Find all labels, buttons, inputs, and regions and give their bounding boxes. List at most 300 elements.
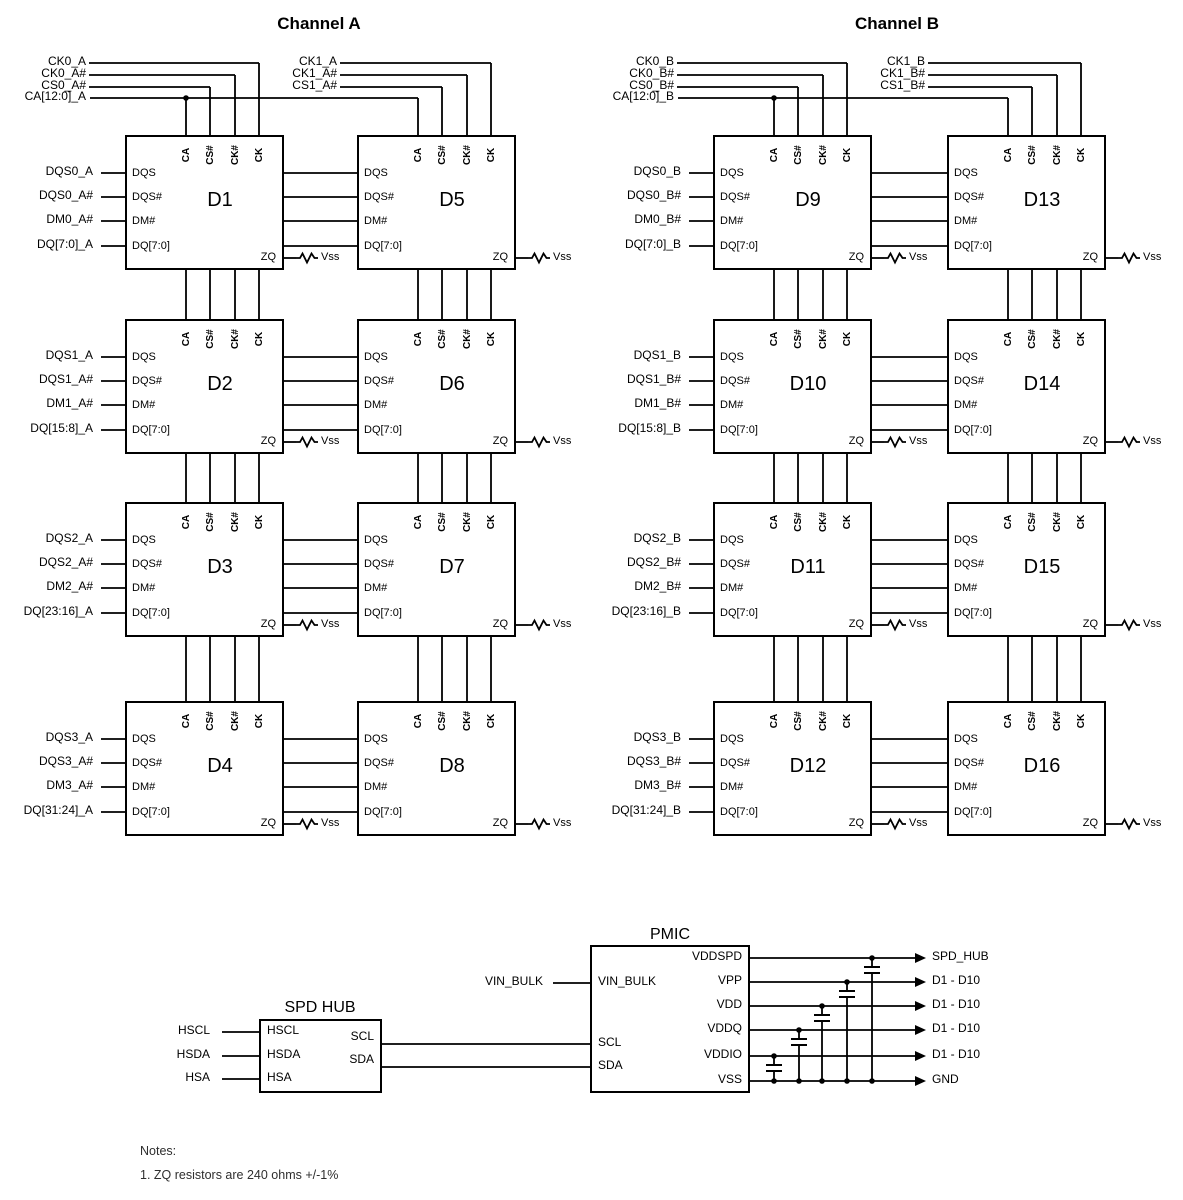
net-label-DQS2_A#: DQS2_A#	[38, 555, 93, 569]
pin-label-zq: ZQ	[492, 251, 508, 263]
net-label-DQ[7:0]_A: DQ[7:0]_A	[36, 237, 93, 251]
junction-dot	[796, 1078, 802, 1084]
pin-label-DQ[7:0]: DQ[7:0]	[954, 240, 992, 252]
arrowhead-icon	[915, 1076, 926, 1086]
pin-label-CK#: CK#	[462, 512, 473, 533]
pin-label-CS#: CS#	[1027, 329, 1038, 349]
dram-chip-D10	[713, 319, 872, 454]
junction-dot	[771, 1078, 777, 1084]
pin-label-CA: CA	[1003, 713, 1014, 729]
vss-label: Vss	[1143, 618, 1162, 630]
spd-pin-HSA: HSA	[267, 1070, 292, 1084]
pin-label-DQS: DQS	[132, 351, 156, 363]
net-label-DQ[31:24]_A: DQ[31:24]_A	[23, 803, 93, 817]
pmic-pin-VDDIO: VDDIO	[703, 1047, 742, 1061]
pin-label-DQS: DQS	[954, 733, 978, 745]
pin-label-CS#: CS#	[1027, 512, 1038, 532]
pin-label-zq: ZQ	[848, 435, 864, 447]
pin-label-CS#: CS#	[437, 711, 448, 731]
output-label-D1 - D10: D1 - D10	[932, 973, 981, 987]
output-label-D1 - D10: D1 - D10	[932, 1047, 981, 1061]
pin-label-DQS: DQS	[954, 534, 978, 546]
pin-label-DQS: DQS	[132, 534, 156, 546]
net-label-CK1_B#: CK1_B#	[880, 66, 925, 80]
resistor-symbol	[884, 254, 906, 263]
pin-label-CS#: CS#	[793, 329, 804, 349]
resistor-symbol	[1118, 438, 1140, 447]
ca-junction-dot	[771, 95, 777, 101]
junction-dot	[844, 979, 850, 985]
pin-label-DQS#: DQS#	[954, 757, 984, 769]
pin-label-zq: ZQ	[1082, 435, 1098, 447]
pin-label-CA: CA	[413, 514, 424, 530]
pin-label-zq: ZQ	[848, 817, 864, 829]
chip-name-D14: D14	[1023, 373, 1061, 395]
dram-chip-D4	[125, 701, 284, 836]
pin-label-CK#: CK#	[230, 145, 241, 166]
junction-dot	[771, 1053, 777, 1059]
pin-label-zq: ZQ	[492, 435, 508, 447]
spd-pin-HSDA: HSDA	[267, 1047, 301, 1061]
pin-label-DQS: DQS	[720, 733, 744, 745]
pin-label-DM#: DM#	[720, 399, 744, 411]
net-label-CK0_B#: CK0_B#	[629, 66, 674, 80]
pin-label-CS#: CS#	[205, 512, 216, 532]
pin-label-DQS: DQS	[364, 167, 388, 179]
vss-label: Vss	[1143, 435, 1162, 447]
output-label-GND: GND	[932, 1072, 959, 1086]
dram-chip-D13	[947, 135, 1106, 270]
pin-label-CA: CA	[769, 147, 780, 163]
resistor-symbol	[1118, 820, 1140, 829]
resistor-symbol	[1118, 254, 1140, 263]
vss-label: Vss	[321, 435, 340, 447]
junction-dot	[819, 1003, 825, 1009]
pin-label-CS#: CS#	[793, 145, 804, 165]
chip-name-D11: D11	[790, 556, 826, 578]
pin-label-CS#: CS#	[205, 711, 216, 731]
dram-chip-D7	[357, 502, 516, 637]
junction-dot	[819, 1078, 825, 1084]
resistor-symbol	[296, 438, 318, 447]
pin-label-CK: CK	[1076, 514, 1087, 530]
pin-label-CS#: CS#	[793, 512, 804, 532]
net-label-DM0_A#: DM0_A#	[46, 212, 93, 226]
net-label-CK1_A: CK1_A	[298, 54, 337, 68]
pin-label-CK: CK	[486, 147, 497, 163]
pin-label-DQS#: DQS#	[132, 558, 162, 570]
net-label-DQS1_A: DQS1_A	[45, 348, 93, 362]
pin-label-DQ[7:0]: DQ[7:0]	[364, 806, 402, 818]
pin-label-CK: CK	[486, 514, 497, 530]
pin-label-CK#: CK#	[818, 145, 829, 166]
pin-label-CK#: CK#	[230, 512, 241, 533]
resistor-symbol	[884, 438, 906, 447]
pin-label-DQS: DQS	[720, 167, 744, 179]
chip-name-D2: D2	[207, 373, 233, 395]
pin-label-CA: CA	[1003, 514, 1014, 530]
pin-label-DQ[7:0]: DQ[7:0]	[720, 607, 758, 619]
pin-label-CK#: CK#	[462, 711, 473, 732]
pin-label-zq: ZQ	[1082, 817, 1098, 829]
pin-label-DM#: DM#	[132, 582, 156, 594]
pin-label-CK: CK	[842, 713, 853, 729]
pin-label-zq: ZQ	[260, 435, 276, 447]
pin-label-CK#: CK#	[1052, 329, 1063, 350]
chip-name-D16: D16	[1023, 755, 1061, 777]
pin-label-zq: ZQ	[492, 817, 508, 829]
net-label-DQS1_A#: DQS1_A#	[38, 372, 93, 386]
net-label-CK0_A#: CK0_A#	[41, 66, 86, 80]
net-label-CS1_A#: CS1_A#	[292, 78, 337, 92]
vss-label: Vss	[909, 817, 928, 829]
net-label-DQS1_B: DQS1_B	[633, 348, 681, 362]
pin-label-DQ[7:0]: DQ[7:0]	[954, 424, 992, 436]
pin-label-CK#: CK#	[818, 329, 829, 350]
resistor-symbol	[528, 820, 550, 829]
vss-label: Vss	[909, 435, 928, 447]
dram-chip-D14	[947, 319, 1106, 454]
pin-label-DQS#: DQS#	[364, 191, 394, 203]
net-label-DQS0_A#: DQS0_A#	[38, 188, 93, 202]
pmic-pin-VDDQ: VDDQ	[707, 1021, 742, 1035]
pin-label-CK: CK	[254, 331, 265, 347]
junction-dot	[796, 1027, 802, 1033]
spd-pin-SCL: SCL	[350, 1029, 374, 1043]
pmic-pin-VDD: VDD	[716, 997, 742, 1011]
net-label-DQS3_A#: DQS3_A#	[38, 754, 93, 768]
net-label-CK0_B: CK0_B	[635, 54, 674, 68]
pin-label-zq: ZQ	[1082, 251, 1098, 263]
junction-dot	[869, 1078, 875, 1084]
vss-label: Vss	[553, 618, 572, 630]
dram-chip-D3	[125, 502, 284, 637]
net-label-DQS3_A: DQS3_A	[45, 730, 93, 744]
pin-label-DM#: DM#	[720, 215, 744, 227]
pin-label-DM#: DM#	[720, 582, 744, 594]
output-label-SPD_HUB: SPD_HUB	[932, 949, 989, 963]
pin-label-CA: CA	[181, 713, 192, 729]
spd-pin-HSCL: HSCL	[267, 1023, 300, 1037]
pin-label-CK: CK	[486, 331, 497, 347]
pin-label-zq: ZQ	[848, 618, 864, 630]
pin-label-DQS#: DQS#	[720, 558, 750, 570]
net-label-DQS3_B: DQS3_B	[633, 730, 681, 744]
pin-label-CK: CK	[254, 514, 265, 530]
dram-chip-D11	[713, 502, 872, 637]
resistor-symbol	[1118, 621, 1140, 630]
dram-chip-D15	[947, 502, 1106, 637]
net-label-CK1_A#: CK1_A#	[292, 66, 337, 80]
chip-name-D9: D9	[795, 189, 821, 211]
pin-label-DQS: DQS	[954, 351, 978, 363]
dram-chip-D2	[125, 319, 284, 454]
net-label-DM3_B#: DM3_B#	[634, 778, 681, 792]
net-label-DQ[23:16]_B: DQ[23:16]_B	[611, 604, 681, 618]
pmic-title: PMIC	[650, 926, 690, 943]
output-label-D1 - D10: D1 - D10	[932, 997, 981, 1011]
chip-name-D6: D6	[439, 373, 465, 395]
dram-chip-D16	[947, 701, 1106, 836]
spd-pin-SDA: SDA	[349, 1052, 374, 1066]
net-label-HSDA: HSDA	[176, 1047, 210, 1061]
pin-label-CA: CA	[769, 514, 780, 530]
net-label-DQS0_B#: DQS0_B#	[626, 188, 681, 202]
pin-label-DQS#: DQS#	[720, 375, 750, 387]
pin-label-CS#: CS#	[1027, 711, 1038, 731]
pin-label-DQ[7:0]: DQ[7:0]	[954, 607, 992, 619]
vss-label: Vss	[321, 817, 340, 829]
net-label-DM3_A#: DM3_A#	[46, 778, 93, 792]
net-label-CS0_B#: CS0_B#	[629, 78, 674, 92]
arrowhead-icon	[915, 977, 926, 987]
pin-label-CA: CA	[181, 514, 192, 530]
chip-name-D10: D10	[789, 373, 827, 395]
pin-label-DM#: DM#	[364, 582, 388, 594]
pin-label-DQS#: DQS#	[364, 558, 394, 570]
pin-label-CK#: CK#	[818, 512, 829, 533]
channel-a-title: Channel A	[277, 14, 361, 33]
pmic-pin-VDDSPD: VDDSPD	[691, 949, 742, 963]
pin-label-CK: CK	[1076, 147, 1087, 163]
vss-label: Vss	[321, 618, 340, 630]
pin-label-CA: CA	[413, 147, 424, 163]
net-label-DM1_A#: DM1_A#	[46, 396, 93, 410]
dram-chip-D9	[713, 135, 872, 270]
pin-label-DQS#: DQS#	[954, 375, 984, 387]
pin-label-DM#: DM#	[364, 399, 388, 411]
resistor-symbol	[528, 254, 550, 263]
arrowhead-icon	[915, 1025, 926, 1035]
vss-label: Vss	[1143, 817, 1162, 829]
pin-label-CS#: CS#	[793, 711, 804, 731]
pin-label-DQ[7:0]: DQ[7:0]	[720, 424, 758, 436]
pin-label-DQ[7:0]: DQ[7:0]	[364, 240, 402, 252]
pin-label-DQS#: DQS#	[954, 558, 984, 570]
net-label-DQS3_B#: DQS3_B#	[626, 754, 681, 768]
pin-label-DQS: DQS	[364, 733, 388, 745]
note-item: 1. ZQ resistors are 240 ohms +/-1%	[140, 1168, 339, 1182]
pin-label-CK: CK	[842, 331, 853, 347]
pin-label-DQS: DQS	[954, 167, 978, 179]
pin-label-CK#: CK#	[1052, 711, 1063, 732]
pin-label-DQ[7:0]: DQ[7:0]	[720, 240, 758, 252]
arrowhead-icon	[915, 953, 926, 963]
chip-name-D13: D13	[1023, 189, 1061, 211]
pin-label-CA: CA	[181, 147, 192, 163]
pin-label-DQ[7:0]: DQ[7:0]	[132, 607, 170, 619]
spd-hub-title: SPD HUB	[284, 999, 356, 1016]
net-label-DQ[31:24]_B: DQ[31:24]_B	[611, 803, 681, 817]
pin-label-CA: CA	[413, 713, 424, 729]
chip-name-D8: D8	[439, 755, 465, 777]
pin-label-CK#: CK#	[462, 145, 473, 166]
pin-label-CK: CK	[842, 514, 853, 530]
net-label-DQS1_B#: DQS1_B#	[626, 372, 681, 386]
pin-label-zq: ZQ	[848, 251, 864, 263]
chip-name-D1: D1	[207, 189, 233, 211]
pin-label-CK#: CK#	[230, 329, 241, 350]
pin-label-zq: ZQ	[260, 817, 276, 829]
resistor-symbol	[884, 621, 906, 630]
net-label-DQ[15:8]_B: DQ[15:8]_B	[618, 421, 681, 435]
dram-chip-D1	[125, 135, 284, 270]
pin-label-DQ[7:0]: DQ[7:0]	[364, 607, 402, 619]
pin-label-CK: CK	[254, 713, 265, 729]
pin-label-CS#: CS#	[437, 512, 448, 532]
pin-label-DQ[7:0]: DQ[7:0]	[364, 424, 402, 436]
pin-label-CK#: CK#	[818, 711, 829, 732]
net-label-DM2_A#: DM2_A#	[46, 579, 93, 593]
resistor-symbol	[884, 820, 906, 829]
pin-label-CS#: CS#	[205, 145, 216, 165]
pin-label-DQS#: DQS#	[364, 757, 394, 769]
chip-name-D12: D12	[789, 755, 827, 777]
vss-label: Vss	[321, 251, 340, 263]
pin-label-CS#: CS#	[205, 329, 216, 349]
pin-label-DQS: DQS	[364, 351, 388, 363]
vss-label: Vss	[1143, 251, 1162, 263]
pin-label-DM#: DM#	[720, 781, 744, 793]
pin-label-DQS: DQS	[132, 733, 156, 745]
pin-label-CK#: CK#	[462, 329, 473, 350]
pmic-pin-SCL: SCL	[598, 1035, 622, 1049]
pmic-pin-VIN_BULK: VIN_BULK	[598, 974, 657, 988]
pin-label-CS#: CS#	[1027, 145, 1038, 165]
pin-label-DM#: DM#	[132, 215, 156, 227]
pin-label-CA: CA	[769, 331, 780, 347]
pin-label-CS#: CS#	[437, 145, 448, 165]
pin-label-DM#: DM#	[132, 781, 156, 793]
net-label-DM2_B#: DM2_B#	[634, 579, 681, 593]
net-label-DQS2_B#: DQS2_B#	[626, 555, 681, 569]
pin-label-CA: CA	[1003, 331, 1014, 347]
pin-label-DQ[7:0]: DQ[7:0]	[132, 806, 170, 818]
resistor-symbol	[528, 621, 550, 630]
vss-label: Vss	[909, 251, 928, 263]
vss-label: Vss	[909, 618, 928, 630]
pin-label-DM#: DM#	[132, 399, 156, 411]
net-label-CS1_B#: CS1_B#	[880, 78, 925, 92]
pin-label-DQ[7:0]: DQ[7:0]	[954, 806, 992, 818]
net-label-DQS0_A: DQS0_A	[45, 164, 93, 178]
dram-chip-D5	[357, 135, 516, 270]
pmic-pin-SDA: SDA	[598, 1058, 623, 1072]
pin-label-DQ[7:0]: DQ[7:0]	[132, 240, 170, 252]
net-label-HSCL: HSCL	[177, 1023, 210, 1037]
pin-label-DQS: DQS	[720, 351, 744, 363]
pin-label-DQS#: DQS#	[132, 191, 162, 203]
pin-label-DM#: DM#	[954, 582, 978, 594]
pin-label-CA: CA	[769, 713, 780, 729]
channel-b-title: Channel B	[854, 14, 940, 33]
pin-label-DM#: DM#	[364, 215, 388, 227]
resistor-symbol	[528, 438, 550, 447]
pin-label-CA: CA	[181, 331, 192, 347]
pin-label-zq: ZQ	[260, 251, 276, 263]
dram-chip-D8	[357, 701, 516, 836]
output-label-D1 - D10: D1 - D10	[932, 1021, 981, 1035]
pin-label-DQ[7:0]: DQ[7:0]	[132, 424, 170, 436]
chip-name-D3: D3	[207, 556, 233, 578]
notes-heading: Notes:	[140, 1144, 177, 1158]
net-label-VIN_BULK: VIN_BULK	[484, 974, 543, 988]
pin-label-DQS: DQS	[364, 534, 388, 546]
pmic-pin-VPP: VPP	[717, 973, 742, 987]
net-label-HSA: HSA	[185, 1070, 210, 1084]
pin-label-zq: ZQ	[1082, 618, 1098, 630]
pin-label-DM#: DM#	[364, 781, 388, 793]
pin-label-CK: CK	[254, 147, 265, 163]
pin-label-DQS: DQS	[132, 167, 156, 179]
arrowhead-icon	[915, 1001, 926, 1011]
chip-name-D5: D5	[439, 189, 465, 211]
pin-label-DQS#: DQS#	[720, 757, 750, 769]
pin-label-DQS#: DQS#	[132, 375, 162, 387]
vss-label: Vss	[553, 435, 572, 447]
ca-junction-dot	[183, 95, 189, 101]
resistor-symbol	[296, 621, 318, 630]
pmic-pin-VSS: VSS	[717, 1072, 742, 1086]
pin-label-CK#: CK#	[1052, 512, 1063, 533]
pin-label-DQS#: DQS#	[132, 757, 162, 769]
pin-label-CK: CK	[1076, 331, 1087, 347]
vss-label: Vss	[553, 251, 572, 263]
net-label-DQ[23:16]_A: DQ[23:16]_A	[23, 604, 93, 618]
pin-label-zq: ZQ	[492, 618, 508, 630]
pin-label-CS#: CS#	[437, 329, 448, 349]
pin-label-DM#: DM#	[954, 399, 978, 411]
pin-label-DM#: DM#	[954, 781, 978, 793]
net-label-DQ[15:8]_A: DQ[15:8]_A	[30, 421, 93, 435]
net-label-CK0_A: CK0_A	[47, 54, 86, 68]
net-label-DQS2_A: DQS2_A	[45, 531, 93, 545]
resistor-symbol	[296, 820, 318, 829]
net-label-DM0_B#: DM0_B#	[634, 212, 681, 226]
chip-name-D7: D7	[439, 556, 465, 578]
dram-chip-D12	[713, 701, 872, 836]
pin-label-CK#: CK#	[1052, 145, 1063, 166]
net-label-CA[12:0]_A: CA[12:0]_A	[24, 89, 86, 103]
pin-label-DQS#: DQS#	[364, 375, 394, 387]
pin-label-CK: CK	[1076, 713, 1087, 729]
arrowhead-icon	[915, 1051, 926, 1061]
net-label-DM1_B#: DM1_B#	[634, 396, 681, 410]
pin-label-DQS#: DQS#	[720, 191, 750, 203]
net-label-CS0_A#: CS0_A#	[41, 78, 86, 92]
pin-label-DQS#: DQS#	[954, 191, 984, 203]
pin-label-CK#: CK#	[230, 711, 241, 732]
junction-dot	[844, 1078, 850, 1084]
chip-name-D4: D4	[207, 755, 233, 777]
net-label-CA[12:0]_B: CA[12:0]_B	[612, 89, 674, 103]
net-label-DQS0_B: DQS0_B	[633, 164, 681, 178]
resistor-symbol	[296, 254, 318, 263]
pin-label-DM#: DM#	[954, 215, 978, 227]
pin-label-CK: CK	[842, 147, 853, 163]
junction-dot	[869, 955, 875, 961]
dram-chip-D6	[357, 319, 516, 454]
pin-label-zq: ZQ	[260, 618, 276, 630]
pin-label-DQS: DQS	[720, 534, 744, 546]
chip-name-D15: D15	[1023, 556, 1061, 578]
pin-label-CA: CA	[413, 331, 424, 347]
pin-label-CK: CK	[486, 713, 497, 729]
pin-label-CA: CA	[1003, 147, 1014, 163]
net-label-DQ[7:0]_B: DQ[7:0]_B	[624, 237, 681, 251]
vss-label: Vss	[553, 817, 572, 829]
net-label-DQS2_B: DQS2_B	[633, 531, 681, 545]
